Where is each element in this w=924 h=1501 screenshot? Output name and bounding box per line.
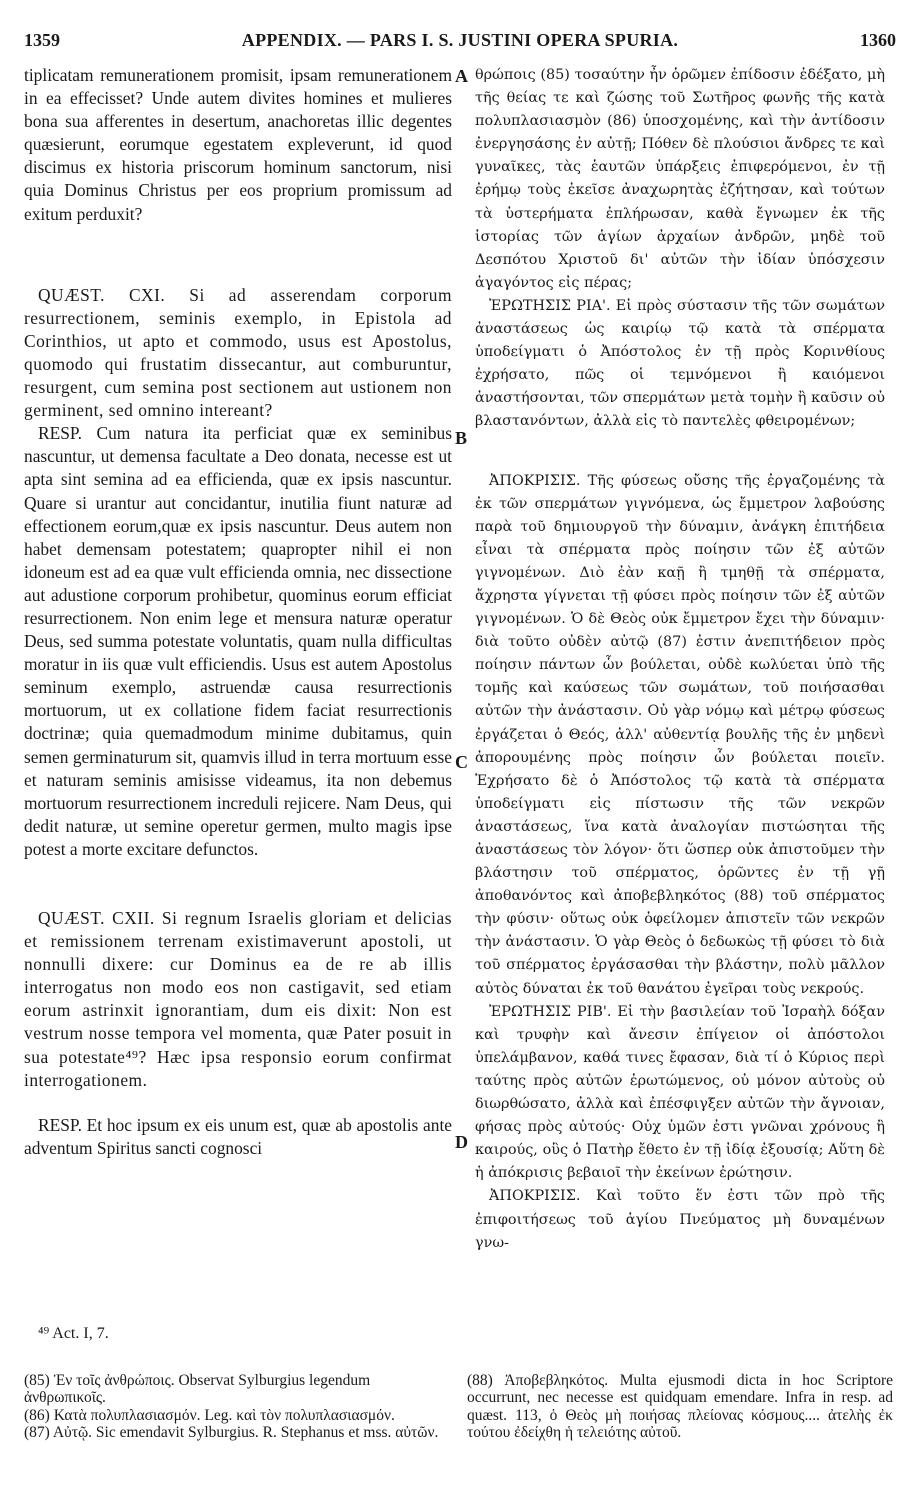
footnote-88: (88) Ἀποβεβληκότος. Multa ejusmodi dicta in hoc Scriptore occurrunt, nec necesse est quidquam emendare. Infra in resp. ad quæst. 113, ὁ Θεὸς μὴ ποιήσας πλείονας κόσμους.... ἀτελὴς ἐκ τούτου ἐδείχθη ἡ τελειότης αὐτοῦ. (467, 1372, 893, 1442)
latin-paragraph-intro: tiplicatam remunerationem promisit, ipsam remunerationem in ea effecisset? Unde autem divites homines et mulieres bona sua afferentes in desertum, anachoretas illic degentes quæsierunt, eorumque egestatem expleverunt, id quod discimus ex historia priscorum hominum sanctorum, nisi quia Dominus Christus per eos proprium promissum ad exitum perduxit? (24, 65, 452, 224)
greek-response-111: ἈΠΟΚΡΙΣΙΣ. Τῆς φύσεως οὔσης τῆς ἐργαζομένης τὰ ἐκ τῶν σπερμάτων γιγνόμενα, ὡς ἔμμετρον λαβούσης παρὰ τοῦ δημιουργοῦ τὴν δύναμιν, ἀνάγκη ἐπιτήδεια εἶναι τὰ σπέρματα πρὸς ποίησιν τῶν ἐξ αὐτῶν γιγνομένων. Διὸ ἐὰν καῇ ἢ τμηθῇ τὰ σπέρματα, ἄχρηστα γίγνεται τῇ φύσει πρὸς ποίησιν τῶν ἐξ αὐτῶν γιγνομένων. Ὁ δὲ Θεὸς οὐκ ἔμμετρον ἔχει τὴν δύναμιν· διὰ τοῦτο οὐδὲν αὐτῷ (87) ἐστιν ἀνεπιτήδειον πρὸς ποίησιν πάντων ὧν βούλεται, οὐδὲ κωλύεται ὑπὸ τῆς τομῆς καὶ καύσεως τῶν σωμάτων, τοῦ ποιήσασθαι αὐτῶν τὴν ἀνάστασιν. Οὐ γὰρ νόμῳ καὶ μέτρῳ φύσεως ἐργάζεται ὁ Θεός, ἀλλ' αὐθεντίᾳ βουλῆς τῆς ἐν μηδενὶ ἀπορουμένης πρὸς ποίησιν ὧν βούλεται ποιεῖν. Ἐχρήσατο δὲ ὁ Ἀπόστολος τῷ κατὰ τὰ σπέρματα ὑποδείγματι εἰς πίστωσιν τῆς τῶν νεκρῶν ἀναστάσεως, ἵνα κατὰ ἀναλογίαν πιστώσηται τῆς ἀναστάσεως τὸν λόγον· ὅτι ὥσπερ οὐκ ἀπιστοῦμεν τὴν βλάστησιν τοῦ σπέρματος, ὁρῶντες ἐν τῇ γῇ ἀποθανόντος καὶ ἀποβεβληκότος (88) τοῦ σπέρματος τὴν φύσιν· οὕτως οὐκ ὀφείλομεν ἀπιστεῖν τῶν νεκρῶν τὴν ἀνάστασιν. Ὁ γὰρ Θεὸς ὁ δεδωκὼς τῇ φύσει τὸ διὰ τοῦ σπέρματος ἐργάσασθαι τὴν βλάστην, πολὺ μᾶλλον αὐτὸς δύναται ἐκ τοῦ θανάτου ἐγεῖραι τοὺς νεκρούς. (475, 472, 885, 997)
latin-question-111: QUÆST. CXI. Si ad asserendam corporum resurrectionem, seminis exemplo, in Epistola ad Corinthios, ut apto et commodo, usus est Apostolus, quomodo qui frustatim dissecantur, aut comburuntur, resurgent, cum semina post sectionem aut ustionem non germinent, sed omnino intereant? (24, 284, 452, 421)
greek-response-112: ἈΠΟΚΡΙΣΙΣ. Καὶ τοῦτο ἕν ἐστι τῶν πρὸ τῆς ἐπιφοιτήσεως τοῦ ἁγίου Πνεύματος μὴ δυναμένων γνω- (475, 1188, 885, 1251)
latin-response-112: RESP. Et hoc ipsum ex eis unum est, quæ ab apostolis ante adventum Spiritus sancti cognosci (24, 1114, 452, 1158)
page-number-right: 1360 (860, 30, 896, 50)
page-number-left: 1359 (24, 30, 60, 50)
footnotes-left (24, 1372, 452, 1442)
footnote-87: (87) Αὐτῷ. Sic emendavit Sylburgius. R. Stephanus et mss. αὐτῶν. (24, 1424, 439, 1442)
margin-marker-d: D (455, 1132, 468, 1152)
bible-reference-note: ⁴⁹ Act. I, 7. (38, 1325, 109, 1342)
footnotes-right (467, 1372, 893, 1442)
latin-response-111: RESP. Cum natura ita perficiat quæ ex seminibus nascuntur, ut demensa facultate a Deo donata, necesse est ut apta sint semina ad ea efficienda, quæ ex ipsis nascuntur. Quare si urantur aut concidantur, inutilia fiunt naturæ ad effectionem eorum,quæ ex ipsis nascuntur. Deus autem non habet demensam potestatem; quapropter nihil ei non idoneum est ad ea quæ vult efficienda omnia, nec dissectione aut adustione corporum prohibetur, quominus eorum efficiat resurrectionem. Non enim lege et mensura naturæ operatur Deus, sed summa potestate voluntatis, quam nulla difficultas moratur in iis quæ vult efficiendis. Usus est autem Apostolus seminum exemplo, astruendæ causa resurrectionis mortuorum, ut ex collatione fidem faciat resurrectionis doctrinæ; quia quemadmodum minime dubitamus, quin semen germinaturum sit, quamvis illud in terra mortuum esse et naturam seminis amisisse videamus, ita non debemus mortuorum resurrectionem increduli rejicere. Nam Deus, qui dedit naturæ, ut semine operetur germen, multo magis ipse potest a morte excitare defunctos. (24, 423, 452, 859)
greek-question-112: ἘΡΩΤΗΣΙΣ ΡΙΒ'. Εἰ τὴν βασιλείαν τοῦ Ἰσραὴλ δόξαν καὶ τρυφὴν καὶ ἄνεσιν ἐπίγειον οἱ ἀπόστολοι ὑπελάμβανον, καθά τινες ἔφασαν, διὰ τί ὁ Κύριος περὶ ταύτης πρὸς αὐτῶν ἐρωτώμενος, οὐ μόνον αὐτοὺς οὐ διωρθώσατο, ἀλλὰ καὶ ἐπέσφιγξεν αὐτῶν τὴν ἄγνοιαν, φήσας πρὸς αὐτούς· Οὐχ ὑμῶν ἐστι γνῶναι χρόνους ἢ καιρούς, οὓς ὁ Πατὴρ ἔθετο ἐν τῇ ἰδίᾳ ἐξουσίᾳ; Αὕτη δὲ ἡ ἀπόκρισις βεβαιοῖ τὴν ἐκείνων ἐρώτησιν. (475, 1003, 885, 1182)
footnote-85: (85) Ἐν τοῖς ἀνθρώποις. Observat Sylburgius legendum ἀνθρωπικοῖς. (24, 1372, 371, 1407)
margin-marker-b: B (455, 428, 468, 448)
margin-marker-a: A (455, 66, 468, 86)
latin-column (24, 64, 452, 1160)
greek-question-111: ἘΡΩΤΗΣΙΣ ΡΙΑ'. Εἰ πρὸς σύστασιν τῆς τῶν σωμάτων ἀναστάσεως ὡς καιρίῳ τῷ κατὰ τὰ σπέρματα ὑποδείγματι ὁ Ἀπόστολος ἐν τῇ πρὸς Κορινθίους ἐχρήσατο, πῶς οἱ τεμνόμενοι ἢ καιόμενοι ἀναστήσονται, τῶν σπερμάτων μετὰ τομὴν ἢ καῦσιν οὐ βλαστανόντων, ἀλλὰ εἰς τὸ παντελὲς φθειρομένων; (475, 297, 885, 430)
page-header (24, 30, 896, 58)
footnote-86: (86) Κατὰ πολυπλασιασμόν. Leg. καὶ τὸν πολυπλασιασμόν. (24, 1406, 395, 1424)
greek-column (475, 64, 885, 1255)
latin-question-112: QUÆST. CXII. Si regnum Israelis gloriam et delicias et remissionem terrenam existimaverunt apostoli, ut nonnulli dixere: cur Dominus ea de re ab illis interrogatus non modo eos non castigavit, sed etiam eorum astrinxit ignorantiam, dum eis dixit: Non est vestrum nosse tempora vel momenta, quæ Pater posuit in sua potestate⁴⁹? Hæc ipsa responsio eorum confirmat interrogationem. (24, 908, 452, 1090)
margin-marker-c: C (455, 752, 468, 772)
greek-paragraph-intro: θρώποις (85) τοσαύτην ἦν ὁρῶμεν ἐπίδοσιν ἐδέξατο, μὴ τῆς θείας τε καὶ ζώσης τοῦ Σωτῆρος φωνῆς τῆς κατὰ πολυπλασιασμὸν (86) ὑποσχομένης, καὶ τὴν ἀντίδοσιν ἐνεργησάσης ἐν αὐτῇ; Πόθεν δὲ πλούσιοι ἄνδρες τε καὶ γυναῖκες, τὰς ἑαυτῶν ὑπάρξεις ἐπιφερόμενοι, ἐν τῇ ἐρήμῳ τοὺς ἐκεῖσε ἀναχωρητὰς ἐζήτησαν, καὶ τούτων τὰ ὑστερήματα ἐπλήρωσαν, καθὰ ἔγνωμεν ἐκ τῆς ἱστορίας τῶν ἁγίων ἀρχαίων ἀνδρῶν, μηδὲ τοῦ Δεσπότου Χριστοῦ δι' αὐτῶν τὴν ἰδίαν ὑπόσχεσιν ἀγαγόντος εἰς πέρας; (475, 67, 885, 291)
running-title: APPENDIX. — PARS I. S. JUSTINI OPERA SPURIA. (241, 30, 679, 50)
